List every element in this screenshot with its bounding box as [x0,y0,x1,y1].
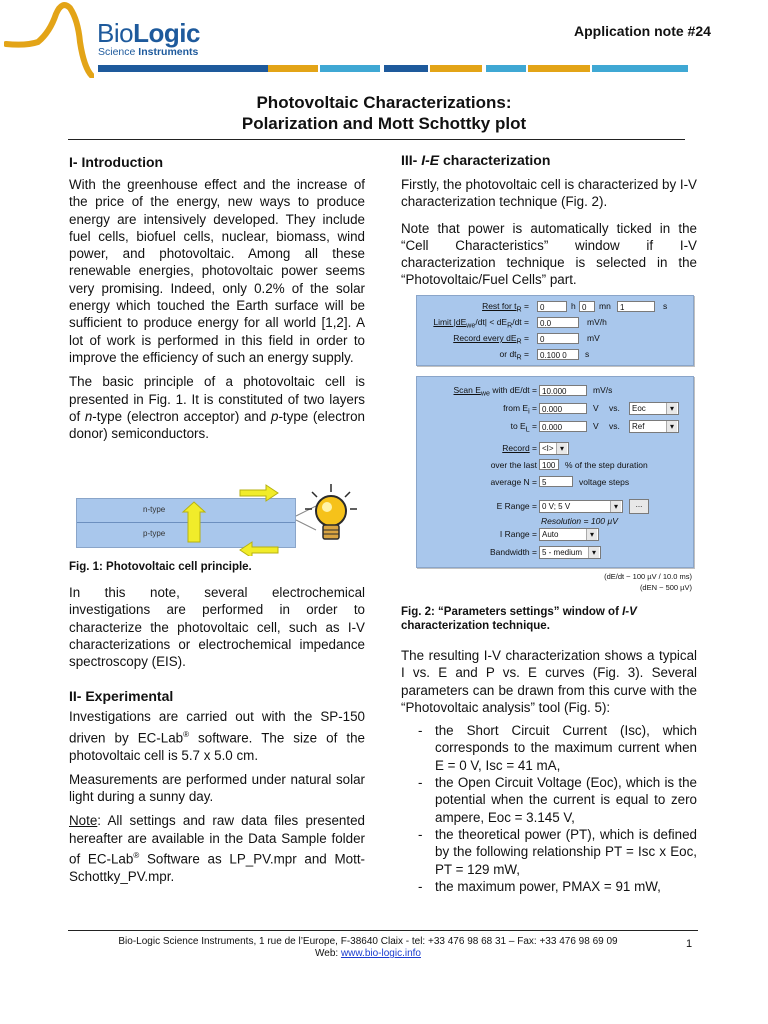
list-item: - the maximum power, PMAX = 91 mW, [400,878,697,895]
bandwidth-label: Bandwidth = [489,547,537,557]
scan-label: Scan $E_{we}$ with dE/dt = [453,385,537,398]
left-column [69,154,365,442]
minutes-unit: mn [599,301,611,311]
biologic-wave-logo [4,2,94,78]
bandwidth-select[interactable]: 5 - medium ▾ [539,546,601,559]
record-label: Record = [502,443,537,453]
rest-minutes-input[interactable]: 0 [579,301,595,312]
from-unit: V [593,403,599,413]
rest-hours-input[interactable]: 0 [537,301,567,312]
application-note-number: Application note #24 [574,23,711,39]
panel-notes: (dE/dt ~ 100 µV / 10.0 ms) (dEN ~ 500 µV) [604,572,692,592]
iv-paragraph-2: Note that power is automatically ticked in the “Cell Characteristics” window if I-V characterization technique is selected in the “Photovoltaic/Fuel Cells” part. [401,220,697,288]
or-dt-input[interactable]: 0.100 0 [537,349,579,360]
logo-subtitle: Science Instruments [98,46,199,58]
record-unit: mV [587,333,600,343]
header-stripe-blue [98,65,268,72]
header-stripe-lightblue [320,65,380,72]
photovoltaic-parameters-list [400,722,697,895]
record-every-label: Record every $dE_R$ = [453,333,529,346]
limit-potential-input[interactable]: 0.000 [539,421,587,432]
over-last-label: over the last [490,460,537,470]
scan-rate-input[interactable]: 10.000 [539,385,587,396]
light-bulb-icon [302,482,360,548]
introduction-heading: I- Introduction [69,154,164,170]
right-column-lower [401,605,697,895]
introduction-paragraph-3: In this note, several electrochemical investigations are performed in order to characterize the photovoltaic cell, such as I-V characterizations or electrochemical impedance spectroscopy (EIS). [69,585,365,670]
average-input[interactable]: 5 [539,476,573,487]
from-vs: vs. [609,403,620,413]
iv-paragraph-3: The resulting I-V characterization shows a typical I vs. E and P vs. E curves (Fig. 3). Several parameters can be drawn from this curve with the “Photovoltaic analysis” tool (Fig. 5): [401,648,697,715]
list-item: - the Short Circuit Current (Isc), which corresponds to the maximum current when E = 0 V, Isc = 41 mA, [400,722,697,774]
footer-rule [68,930,698,931]
data-files-note: Note: All settings and raw data files presented hereafter are available in the Data Sample folder of EC-Lab® Software as LP_PV.mpr and Mott-Schottky_PV.mpr. [69,813,365,884]
footer-web: Web: www.bio-logic.info [315,948,421,959]
right-column [401,152,697,289]
introduction-paragraph-1: With the greenhouse effect and the increase of the price of the energy, new ways to produce energy are intensively developed. They include fuel cells, biofuel cells, nuclear, biomass, wind power, and photovoltaic. Among all these renewable energies, photovoltaic power seems very promising. Indeed, only 0.2% of the solar energy which touched the Earth surface will be sufficient to produce energy for all world [1,2]. A lot of work is performed in this field in order to improve the efficiency of such an energy supply. [69,177,365,365]
limit-label: Limit $|dE_{we}/dt| < dE_R/dt$ = [433,317,529,330]
scan-rate-unit: mV/s [593,385,613,395]
list-item: - the theoretical power (PT), which is defined by the following relationship PT = Isc x Eoc, PT = 129 mW, [400,826,697,878]
or-dt-unit: s [585,349,590,359]
hours-unit: h [571,301,576,311]
from-label: from $E_i$ = [503,403,537,416]
limit-input[interactable]: 0.0 [537,317,579,328]
scan-settings-panel [416,376,694,568]
figure-1-caption: Fig. 1: Photovoltaic cell principle. [69,561,252,573]
e-range-more-button[interactable]: ... [629,499,649,514]
average-label: average N = [490,477,537,487]
page-title: Photovoltaic Characterizations: Polarization and Mott Schottky plot [241,93,527,133]
n-type-label: n-type [143,505,166,514]
logo-wordmark: BioLogic [97,18,200,48]
i-range-label: I Range = [499,529,537,539]
header-stripe-blue-2 [384,65,428,72]
title-rule [68,139,685,140]
record-every-input[interactable]: 0 [537,333,579,344]
initial-potential-input[interactable]: 0.000 [539,403,587,414]
header-stripe-lightblue-2 [486,65,526,72]
rest-label: Rest for $t_R$ = [482,301,529,314]
resolution-text: Resolution = 100 µV [541,516,618,526]
or-dt-label: or $dt_R$ = [499,349,529,362]
experimental-paragraph-1: Investigations are carried out with the SP-150 driven by EC-Lab® software. The size of the photovoltaic cell is 5.7 x 5.0 cm. [69,709,365,763]
website-link[interactable]: www.bio-logic.info [340,948,421,959]
figure-2-caption: Fig. 2: “Parameters settings” window of I-V characterization technique. [401,606,637,632]
header-stripe-lightblue-3 [592,65,688,72]
page-number: 1 [686,938,693,950]
p-type-label: p-type [143,529,166,538]
header-stripe-yellow-2 [430,65,482,72]
introduction-paragraph-2: The basic principle of a photovoltaic cell is presented in Fig. 1. It is constituted of two layers of n-type (electron acceptor) and p-type (electron donor) semiconductors. [69,374,365,442]
e-range-select[interactable]: 0 V; 5 V ▾ [539,500,623,513]
experimental-paragraph-2: Measurements are performed under natural solar light during a sunny day. [69,771,365,805]
to-unit: V [593,421,599,431]
rest-seconds-input[interactable]: 1 [617,301,655,312]
limit-unit: mV/h [587,317,607,327]
record-select[interactable]: <I> ▾ [539,442,569,455]
to-vs: vs. [609,421,620,431]
seconds-unit: s [663,301,668,311]
from-reference-select[interactable]: Eoc ▾ [629,402,679,415]
to-label: to $E_L$ = [510,421,537,434]
footer-address: Bio-Logic Science Instruments, 1 rue de l’Europe, F-38640 Claix - tel: +33 476 98 68 31 – Fax: +33 476 98 69 09 [118,936,618,947]
iv-paragraph-1: Firstly, the photovoltaic cell is characterized by I-V characterization technique (Fig. 2). [401,177,697,210]
header-stripe-yellow [268,65,318,72]
experimental-heading: II- Experimental [69,688,174,705]
list-item: - the Open Circuit Voltage (Eoc), which is the potential when the current is equal to zero ampere, Eoc = 3.145 V, [400,774,697,826]
rest-settings-panel [416,295,694,366]
left-column-lower [69,560,365,885]
iv-characterization-heading: III- I-E characterization [401,152,551,168]
i-range-select[interactable]: Auto ▾ [539,528,599,541]
over-last-input[interactable]: 100 [539,459,559,470]
e-range-label: E Range = [496,501,537,511]
average-unit: voltage steps [579,477,630,487]
to-reference-select[interactable]: Ref ▾ [629,420,679,433]
over-last-unit: % of the step duration [565,460,648,470]
header-stripe-yellow-3 [528,65,590,72]
